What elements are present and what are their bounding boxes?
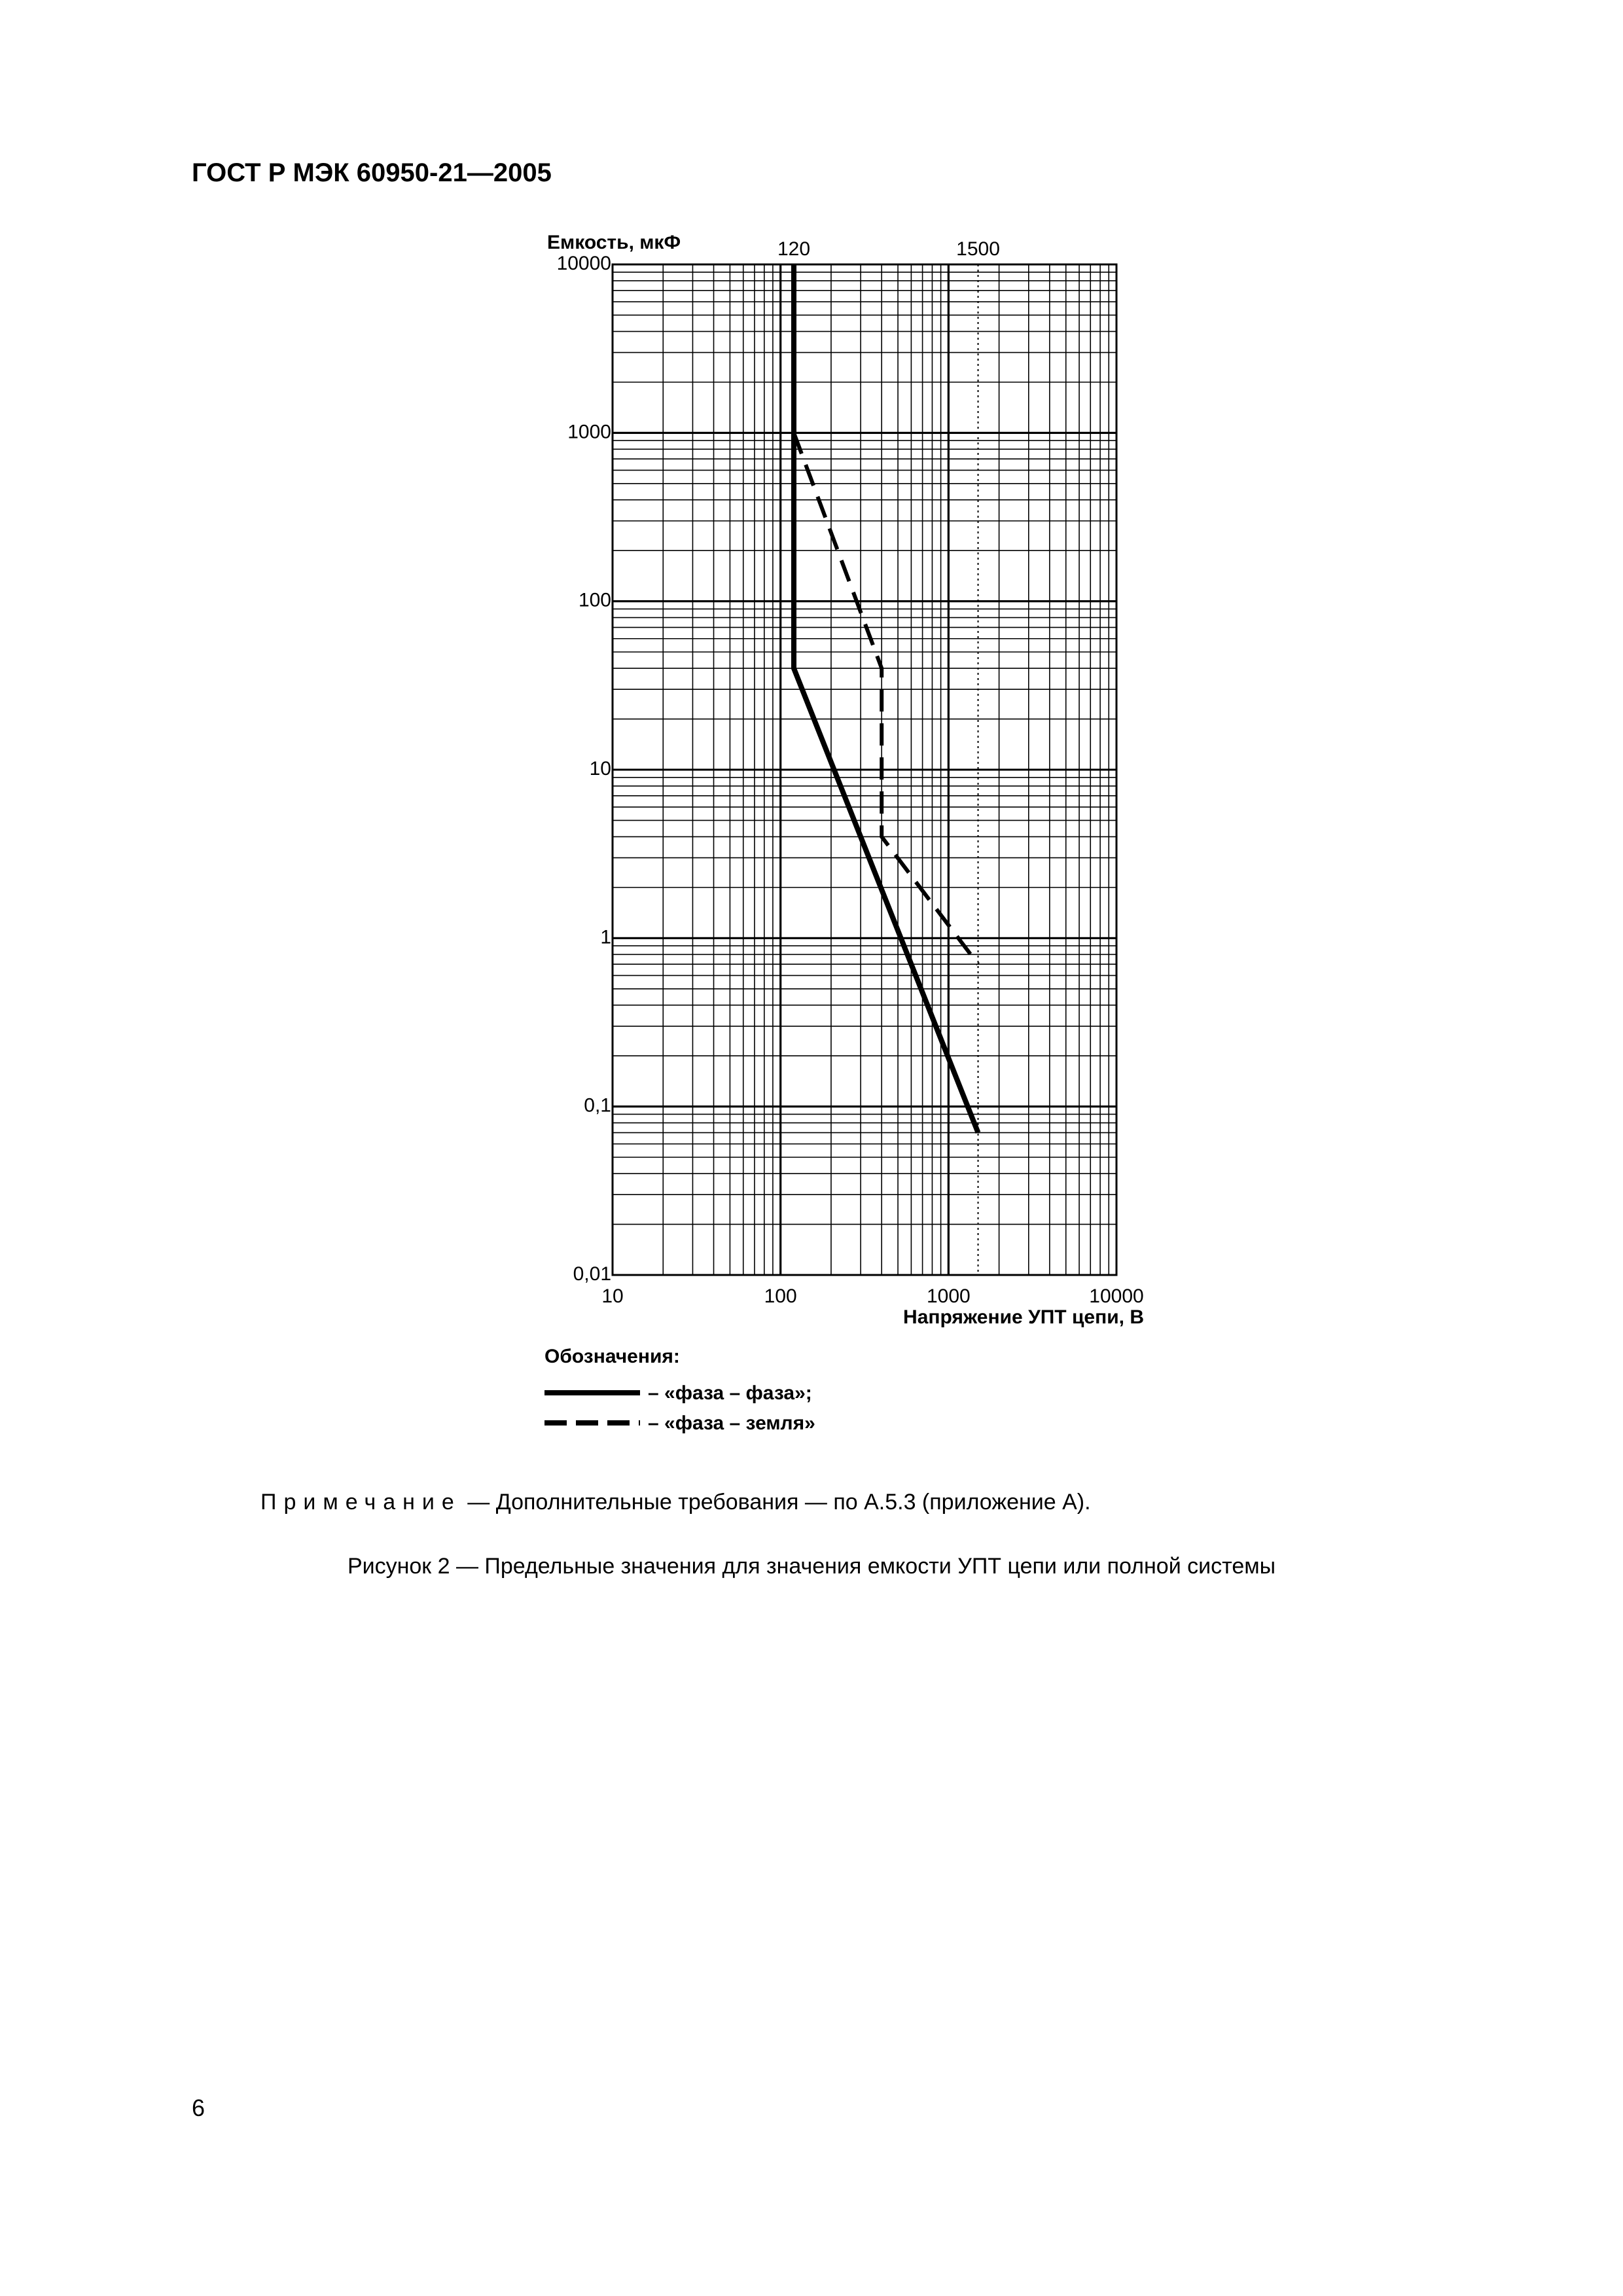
page-number: 6	[192, 2094, 205, 2121]
y-tick-label: 0,1	[584, 1094, 611, 1117]
y-tick-label: 10000	[556, 253, 611, 274]
x-tick-label: 10	[601, 1285, 624, 1307]
top-marker-label: 120	[777, 238, 811, 260]
series-line-phase-phase	[794, 264, 978, 1133]
x-tick-label: 10000	[1089, 1285, 1144, 1307]
y-tick-label: 100	[578, 589, 611, 611]
document-header: ГОСТ Р МЭК 60950-21—2005	[192, 158, 552, 187]
y-tick-label: 1000	[567, 421, 611, 443]
x-axis-label: Напряжение УПТ цепи, В	[903, 1306, 1144, 1328]
y-tick-label: 10	[589, 758, 611, 780]
legend-title: Обозначения:	[544, 1346, 680, 1367]
y-tick-label: 1	[600, 926, 611, 948]
x-tick-label: 100	[764, 1285, 797, 1307]
figure-caption: Рисунок 2 — Предельные значения для значения емкости УПТ цепи или полной системы	[347, 1554, 1276, 1579]
chart-legend	[544, 1382, 815, 1434]
y-axis-label: Емкость, мкФ	[547, 232, 681, 253]
chart-series	[794, 264, 978, 1133]
figure-note	[260, 1490, 1091, 1515]
note-text: — Дополнительные требования — по А.5.3 (приложение А).	[461, 1490, 1091, 1515]
top-marker-label: 1500	[956, 238, 1000, 260]
chart-grid	[613, 264, 1116, 1275]
legend-entry-label: – «фаза – земля»	[648, 1412, 815, 1434]
series-line-phase-earth	[794, 433, 978, 964]
x-tick-label: 1000	[926, 1285, 971, 1307]
legend-entry-label: – «фаза – фаза»;	[648, 1382, 812, 1404]
note-prefix: Примечание	[260, 1490, 461, 1515]
y-tick-label: 0,01	[573, 1263, 611, 1285]
